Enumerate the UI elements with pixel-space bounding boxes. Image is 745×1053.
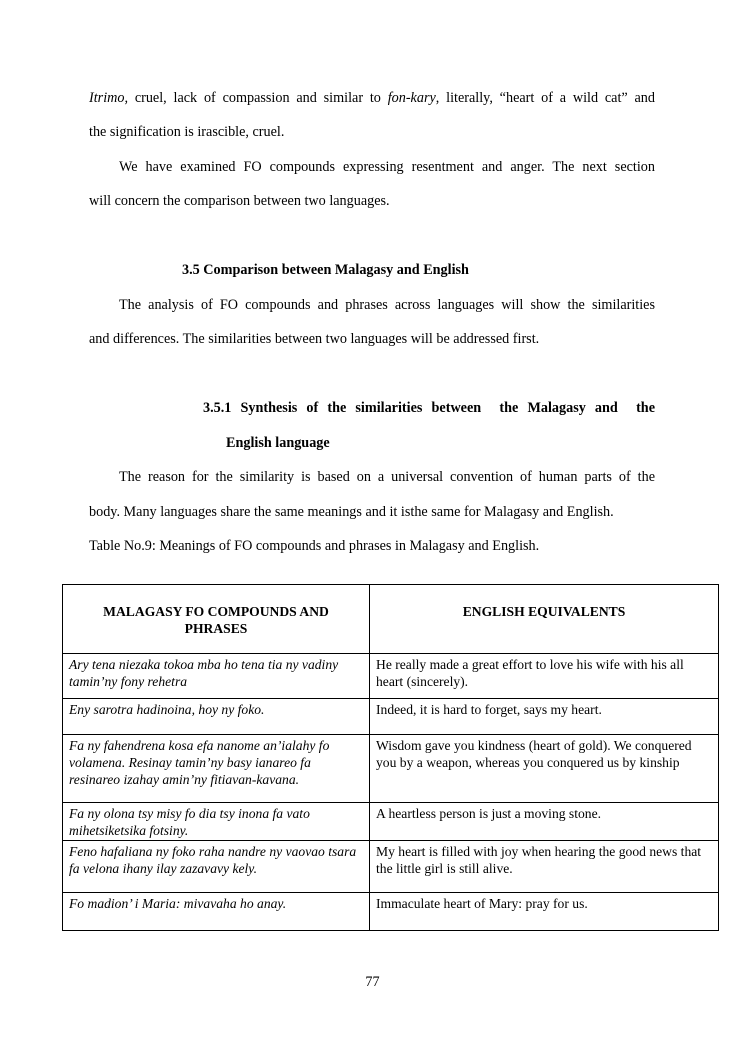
english-cell: Indeed, it is hard to forget, says my heart. xyxy=(370,699,719,735)
header-english: ENGLISH EQUIVALENTS xyxy=(370,585,719,654)
table-row xyxy=(63,699,719,735)
paragraph-2-line-1: We have examined FO compounds expressing resentment and anger. The next section xyxy=(119,159,655,175)
paragraph-4-line-2: body. Many languages share the same meanings and it isthe same for Malagasy and English. xyxy=(89,504,614,520)
table-row xyxy=(63,654,719,699)
section-heading-3-5-1-line-1: 3.5.1 Synthesis of the similarities between the Malagasy and the xyxy=(203,400,655,416)
table-row xyxy=(63,735,719,803)
malagasy-cell: Fa ny olona tsy misy fo dia tsy inona fa vato mihetsiketsika fotsiny. xyxy=(63,803,370,841)
paragraph-3-line-1: The analysis of FO compounds and phrases across languages will show the similarities xyxy=(119,297,655,313)
meanings-table xyxy=(62,584,719,931)
table-row xyxy=(63,841,719,893)
section-heading-3-5: 3.5 Comparison between Malagasy and English xyxy=(182,262,469,278)
malagasy-cell: Fo madion’ i Maria: mivavaha ho anay. xyxy=(63,893,370,931)
paragraph-4-line-1: The reason for the similarity is based on a universal convention of human parts of the xyxy=(119,469,655,485)
paragraph-1-line-1 xyxy=(89,89,655,107)
malagasy-cell: Eny sarotra hadinoina, hoy ny foko. xyxy=(63,699,370,735)
malagasy-cell: Ary tena niezaka tokoa mba ho tena tia ny vadiny tamin’ny fony rehetra xyxy=(63,654,370,699)
english-cell: A heartless person is just a moving stone. xyxy=(370,803,719,841)
paragraph-3-line-2: and differences. The similarities between two languages will be addressed first. xyxy=(89,331,540,347)
header-malagasy: MALAGASY FO COMPOUNDS AND PHRASES xyxy=(63,585,370,654)
english-cell: Immaculate heart of Mary: pray for us. xyxy=(370,893,719,931)
english-cell: He really made a great effort to love his wife with his all heart (sincerely). xyxy=(370,654,719,699)
english-cell: Wisdom gave you kindness (heart of gold). We conquered you by a weapon, whereas you conquered us by kinship xyxy=(370,735,719,803)
table-row xyxy=(63,893,719,931)
english-cell: My heart is filled with joy when hearing the good news that the little girl is still alive. xyxy=(370,841,719,893)
malagasy-cell: Feno hafaliana ny foko raha nandre ny vaovao tsara fa velona ihany ilay zazavavy kely. xyxy=(63,841,370,893)
paragraph-1-text-a: cruel, lack of compassion and similar to xyxy=(128,90,388,106)
table-row xyxy=(63,803,719,841)
malagasy-cell: Fa ny fahendrena kosa efa nanome an’ialahy fo volamena. Resinay tamin’ny basy ianareo fa resinareo izahay amin’ny fitiavan-kavana. xyxy=(63,735,370,803)
paragraph-2-line-2: will concern the comparison between two languages. xyxy=(89,193,390,209)
table-header-row xyxy=(63,585,719,654)
table-caption: Table No.9: Meanings of FO compounds and phrases in Malagasy and English. xyxy=(89,538,540,554)
term-fon-kary: fon-kary xyxy=(387,90,436,106)
paragraph-1-line-2: the signification is irascible, cruel. xyxy=(89,124,285,140)
section-heading-3-5-1-line-2: English language xyxy=(226,435,330,451)
term-itrimo: Itrimo, xyxy=(89,90,129,106)
page-number: 77 xyxy=(365,974,380,990)
paragraph-1-text-b: , literally, “heart of a wild cat” and xyxy=(435,90,655,106)
